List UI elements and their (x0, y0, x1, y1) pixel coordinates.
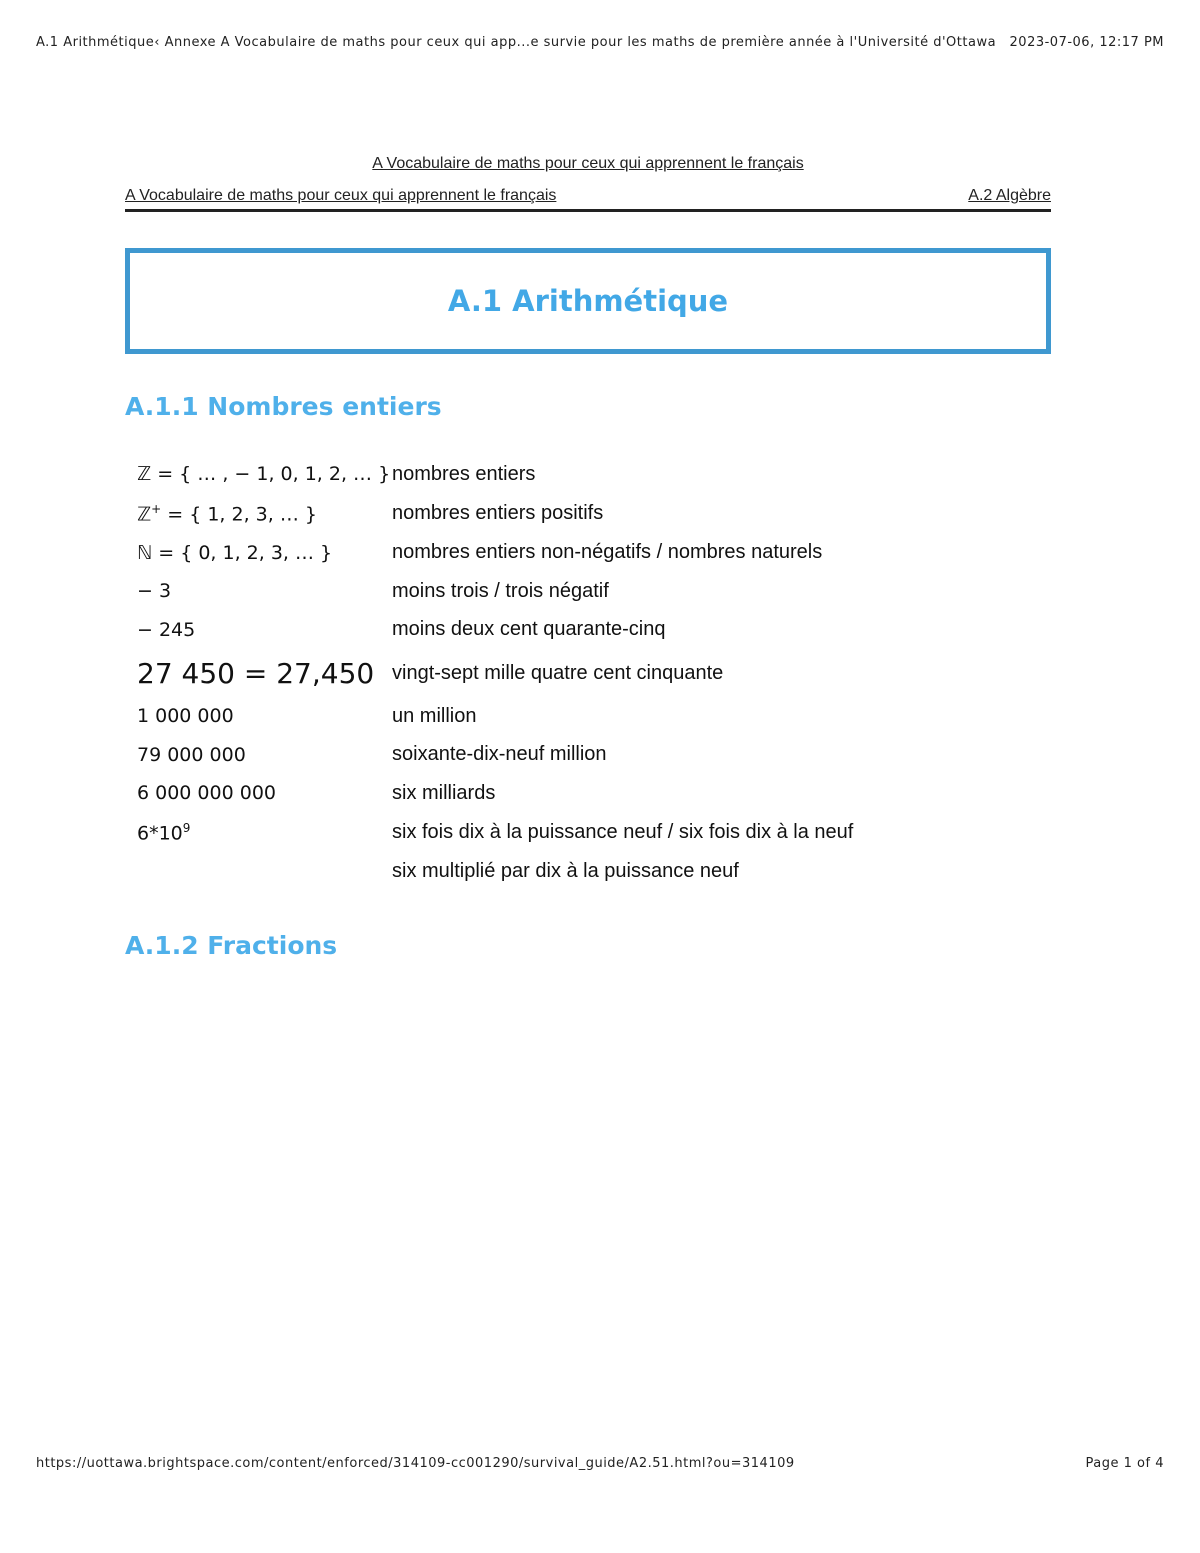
vocab-row (137, 572, 853, 611)
print-footer-url: https://uottawa.brightspace.com/content/enforced/314109-cc001290/survival_guide/A2.51.html?ou=314109 (36, 1456, 795, 1471)
vocab-expression (137, 853, 392, 892)
chapter-nav (125, 187, 1051, 212)
next-chapter-link[interactable]: A.2 Algèbre (968, 187, 1051, 204)
vocab-expression (137, 813, 392, 853)
vocab-description: moins trois / trois négatif (392, 579, 609, 602)
expr-base: 6*10 (137, 822, 183, 845)
vocab-row (137, 494, 853, 534)
vocab-description: nombres entiers positifs (392, 502, 604, 524)
vocab-description: soixante-dix-neuf million (392, 743, 607, 766)
vocab-expression: 27 450 = 27,450 (137, 656, 375, 690)
prev-chapter-link[interactable]: A Vocabulaire de maths pour ceux qui apprennent le français (125, 187, 557, 204)
expr-base: ℤ (137, 503, 152, 526)
vocab-expression: ℤ = { … , − 1, 0, 1, 2, … } (137, 463, 391, 486)
vocab-row (137, 649, 853, 697)
expr-rest: = { 1, 2, 3, … } (161, 503, 317, 526)
vocab-description: six milliards (392, 781, 496, 804)
vocab-description: moins deux cent quarante-cinq (392, 618, 666, 641)
vocab-row (137, 611, 853, 650)
section-heading-fractions: A.1.2 Fractions (125, 931, 338, 960)
vocab-row (137, 534, 853, 573)
vocab-row (137, 813, 853, 853)
section-heading-entiers: A.1.1 Nombres entiers (125, 392, 442, 421)
vocab-description: un million (392, 704, 477, 727)
vocab-row (137, 455, 853, 494)
vocab-expression: − 3 (137, 580, 172, 603)
vocab-row (137, 697, 853, 736)
vocab-expression: 79 000 000 (137, 743, 246, 766)
content (125, 155, 1051, 960)
vocab-expression: 1 000 000 (137, 705, 234, 728)
vocab-description: six multiplié par dix à la puissance neuf (392, 860, 739, 883)
print-header (36, 35, 1164, 50)
page-title: A.1 Arithmétique (447, 284, 729, 318)
expr-superscript: + (151, 501, 162, 516)
vocab-row (137, 853, 853, 892)
vocab-description: nombres entiers (392, 462, 536, 485)
vocab-expression (137, 494, 392, 534)
print-footer (36, 1456, 1164, 1471)
vocab-row (137, 736, 853, 775)
vocab-table (137, 455, 853, 891)
vocab-expression: 6 000 000 000 (137, 782, 277, 805)
vocab-expression: − 245 (137, 618, 196, 641)
expr-superscript: 9 (182, 820, 191, 835)
vocab-description: vingt-sept mille quatre cent cinquante (392, 661, 724, 684)
print-footer-page: Page 1 of 4 (1085, 1456, 1164, 1471)
vocab-description: six fois dix à la puissance neuf / six fois dix à la neuf (392, 821, 854, 843)
title-box (125, 248, 1051, 354)
top-breadcrumb-link[interactable]: A Vocabulaire de maths pour ceux qui apprennent le français (372, 155, 804, 172)
vocab-row (137, 774, 853, 813)
vocab-expression: ℕ = { 0, 1, 2, 3, … } (137, 541, 333, 564)
print-header-datetime: 2023-07-06, 12:17 PM (1009, 35, 1164, 50)
vocab-description: nombres entiers non-négatifs / nombres naturels (392, 541, 823, 564)
print-header-title: A.1 Arithmétique‹ Annexe A Vocabulaire de maths pour ceux qui app...e survie pour les maths de première année à l'Université d'Ottawa (36, 35, 997, 50)
